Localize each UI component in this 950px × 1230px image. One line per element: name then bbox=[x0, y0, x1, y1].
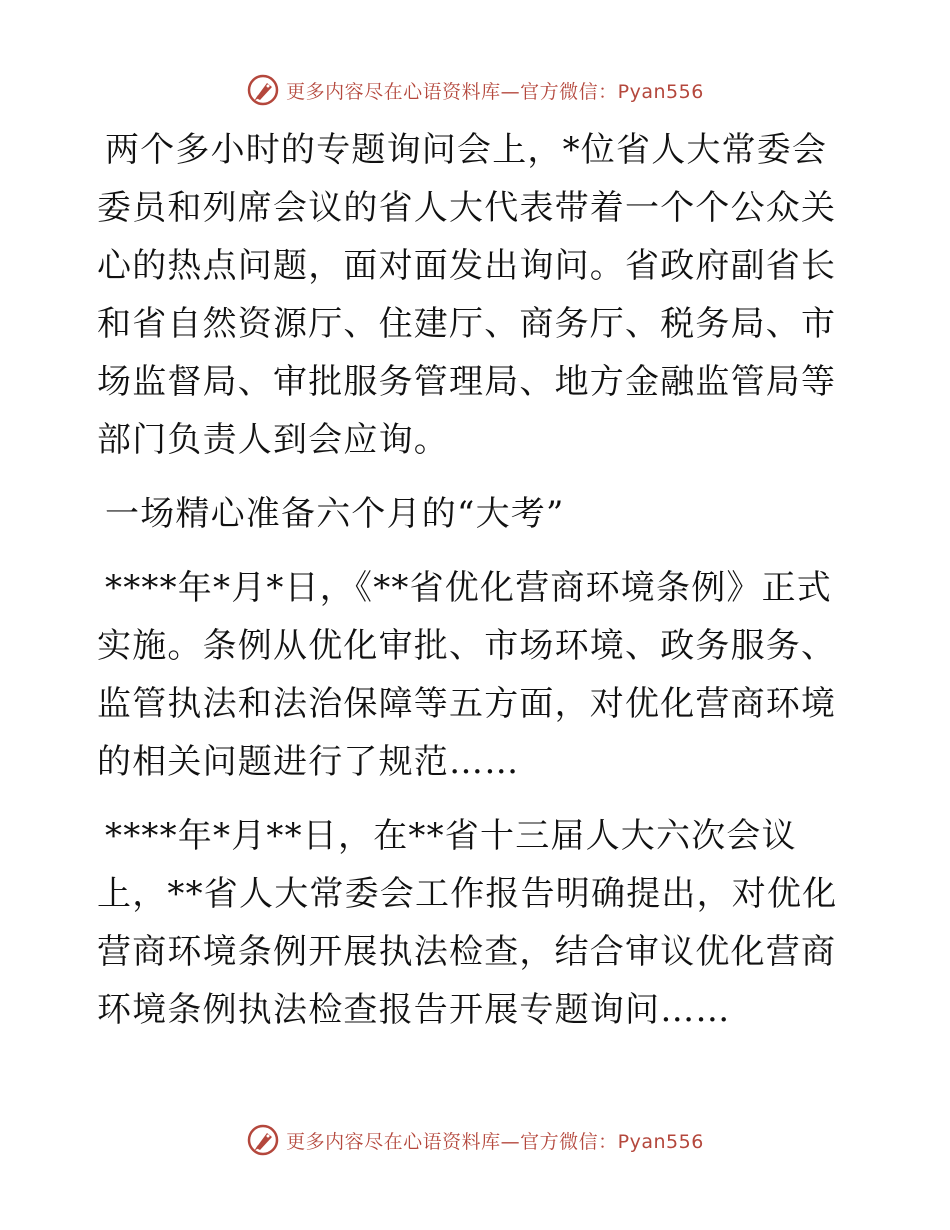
footer-banner bbox=[0, 1120, 950, 1160]
paragraph: ****年*月*日，《**省优化营商环境条例》正式实施。条例从优化审批、市场环境、政务服务、监管执法和法治保障等五方面，对优化营商环境的相关问题进行了规范…… bbox=[97, 568, 837, 782]
section-heading: 一场精心准备六个月的“大考” bbox=[105, 494, 565, 534]
fountain-pen-icon bbox=[246, 1123, 280, 1157]
paragraph: ****年*月**日，在**省十三届人大六次会议上，**省人大常委会工作报告明确提出，对优化营商环境条例开展执法检查，结合审议优化营商环境条例执法检查报告开展专题询问…… bbox=[97, 816, 838, 1030]
header-banner bbox=[0, 70, 950, 110]
banner-text: 更多内容尽在心语资料库—官方微信：Pyan556 bbox=[286, 80, 704, 103]
document-body bbox=[97, 121, 849, 1039]
paragraph: 两个多小时的专题询问会上，*位省人大常委会委员和列席会议的省人大代表带着一个个公众关心的热点问题，面对面发出询问。省政府副省长和省自然资源厅、住建厅、商务厅、税务局、市场监督局、审批服务管理局、地方金融监管局等部门负责人到会应询。 bbox=[97, 130, 837, 460]
banner-text: 更多内容尽在心语资料库—官方微信：Pyan556 bbox=[286, 1130, 704, 1153]
fountain-pen-icon bbox=[246, 73, 280, 107]
